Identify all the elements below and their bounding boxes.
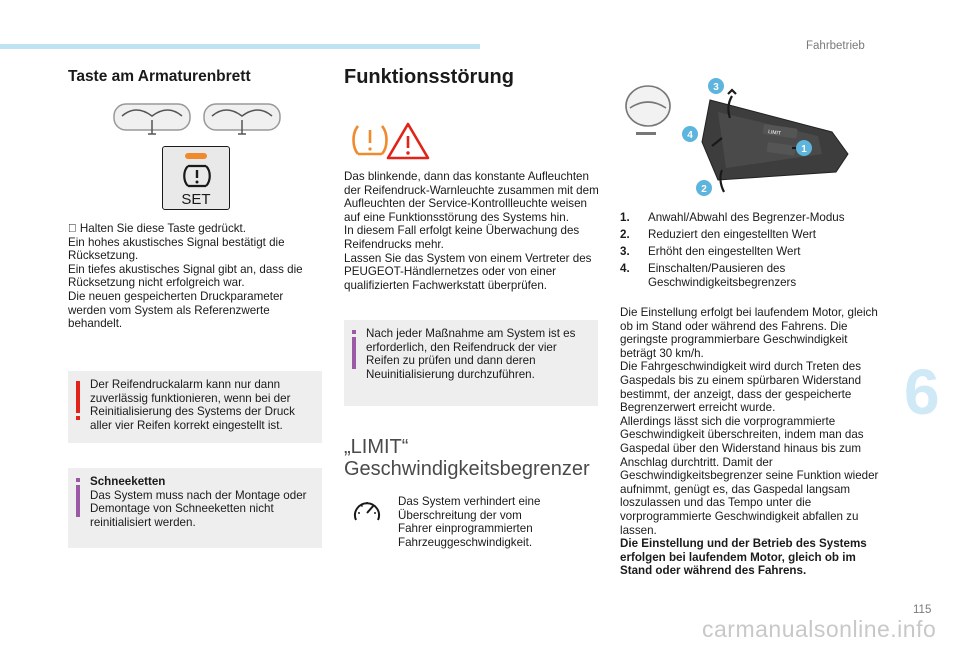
malfunction-note xyxy=(344,320,598,406)
list-item xyxy=(620,262,870,289)
steering-wheel-left-icon xyxy=(114,104,190,134)
steering-column-stalk-illustration xyxy=(622,72,858,202)
dashboard-button-title: Taste am Armaturenbrett xyxy=(68,68,251,85)
steering-wheel-icon xyxy=(626,86,670,135)
snow-chains-text: Das System muss nach der Montage oder Demontage von Schneeketten nicht reinitialisiert werden. xyxy=(90,488,307,529)
info-mark-icon xyxy=(76,485,80,517)
setting-bold-paragraph: Die Einstellung und der Betrieb des Systems erfolgen bei laufendem Motor, gleich ob im Stand oder während des Fahrens. xyxy=(620,537,867,578)
snow-chains-note xyxy=(68,468,322,548)
tire-pressure-icon xyxy=(183,163,211,189)
malfunction-title: Funktionsstörung xyxy=(344,66,514,88)
callout-3-label: 3 xyxy=(713,82,719,93)
list-item-text: Einschalten/Pausieren des Geschwindigkeitsbegrenzers xyxy=(648,261,797,289)
warning-note xyxy=(68,371,322,443)
watermark: carmanualsonline.info xyxy=(702,616,937,642)
list-item xyxy=(620,211,870,225)
warning-mark-icon xyxy=(76,381,80,413)
list-item-number: 2. xyxy=(620,227,630,241)
speed-limiter-title-line2: Geschwindigkeitsbegrenzer xyxy=(344,458,590,480)
chapter-number: 6 xyxy=(904,356,940,428)
steering-wheel-right-icon xyxy=(204,104,280,134)
setting-paragraph-block xyxy=(620,306,882,578)
stalk-limit-label: LIMIT xyxy=(767,129,782,137)
set-indicator-light xyxy=(185,153,207,159)
warning-note-text: Der Reifendruckalarm kann nur dann zuverlässig funktionieren, wenn bei der Reinitialisierung des Systems der Druck aller vier Reifen korrekt eingestellt ist. xyxy=(90,378,295,432)
list-item-text: Anwahl/Abwahl des Begrenzer-Modus xyxy=(648,211,845,224)
dashboard-illustration xyxy=(112,98,282,138)
header-accent-bar xyxy=(0,44,480,49)
set-button[interactable] xyxy=(162,146,230,210)
callout-4 xyxy=(682,126,698,142)
malfunction-paragraph: Das blinkende, dann das konstante Aufleuchten der Reifendruck-Warnleuchte zusammen mit dem Aufleuchten der Service-Kontrollleuchte weisen auf eine Funktionsstörung des Systems hin. In diesem Fall erfolgt keine Überwachung des Reifendrucks mehr. Lassen Sie das System von einem Vertreter des PEUGEOT-Händlernetzes oder von einer qualifizierten Fachwerkstatt überprüfen. xyxy=(344,170,599,292)
callout-1 xyxy=(796,140,812,156)
page-number: 115 xyxy=(913,604,932,616)
malfunction-note-text: Nach jeder Maßnahme am System ist es erforderlich, den Reifendruck der vier Reifen zu prüfen und dann deren Neuinitialisierung durchzuführen. xyxy=(366,327,576,381)
list-item xyxy=(620,228,870,242)
callout-1-label: 1 xyxy=(801,144,807,155)
speed-limiter-icon xyxy=(352,496,382,526)
list-item xyxy=(620,245,870,259)
speed-limiter-title-line1: „LIMIT“ xyxy=(344,436,409,458)
speed-limiter-title xyxy=(344,436,590,480)
tire-warning-icon xyxy=(354,126,387,154)
callout-2 xyxy=(696,180,712,196)
warning-mark-dot xyxy=(76,416,80,420)
list-item-number: 1. xyxy=(620,211,630,224)
service-warning-triangle-icon xyxy=(388,124,428,158)
list-item-text: Erhöht den eingestellten Wert xyxy=(648,244,801,258)
info-mark-icon xyxy=(352,337,356,369)
control-stalk xyxy=(702,100,848,180)
snow-chains-title: Schneeketten xyxy=(90,475,166,488)
list-item-number: 4. xyxy=(620,261,630,275)
info-mark-dot xyxy=(76,478,80,482)
setting-paragraph: Die Einstellung erfolgt bei laufendem Motor, gleich ob im Stand oder während des Fahrens. Die geringste programmierbare Geschwindigkeit beträgt 30 km/h. Die Fahrgeschwindigkeit wird durch Treten des Gaspedals bis zu einem spürbaren Widerstand bestimmt, der anzeigt, dass der gespeicherte Begrenzerwert erreicht wurde. Allerdings lässt sich die vorprogrammierte Geschwindigkeit überschreiten, indem man das Gaspedal über den Widerstand hinaus bis zum Anschlag durchtritt. Damit der Geschwindigkeitsbegrenzer seine Funktion wieder aufnimmt, genügt es, das Gaspedal langsam loszulassen und das Tempo unter die vorprogrammierte Geschwindigkeit abfallen zu lassen. xyxy=(620,306,879,537)
snow-chains-content xyxy=(90,475,316,529)
malfunction-warning-icons xyxy=(352,118,432,162)
stalk-controls-list xyxy=(620,211,870,293)
section-label: Fahrbetrieb xyxy=(806,40,865,52)
dashboard-paragraph: Halten Sie diese Taste gedrückt. Ein hohes akustisches Signal bestätigt die Rücksetzung. Ein tiefes akustisches Signal gibt an, dass die Rücksetzung nicht erfolgreich war. Die neuen gespeicherten Druckparameter werden vom System als Referenzwerte behandelt. xyxy=(68,222,303,331)
info-mark-dot xyxy=(352,330,356,334)
set-button-label: SET xyxy=(181,191,211,208)
list-item-text: Reduziert den eingestellten Wert xyxy=(648,227,816,241)
callout-3 xyxy=(708,78,724,94)
callout-2-label: 2 xyxy=(701,184,707,195)
list-item-number: 3. xyxy=(620,244,630,258)
callout-4-label: 4 xyxy=(687,130,693,141)
speed-limiter-paragraph: Das System verhindert eine Überschreitung der vom Fahrer einprogrammierten Fahrzeuggeschwindigkeit. xyxy=(398,495,541,549)
